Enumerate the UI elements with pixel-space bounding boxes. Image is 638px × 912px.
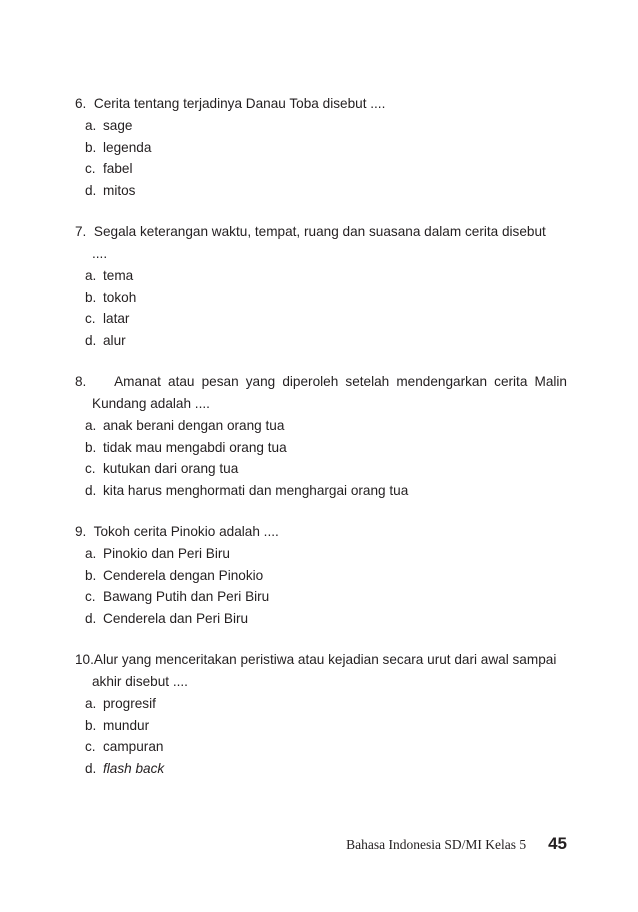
option-text: anak berani dengan orang tua [103, 418, 285, 433]
option-text: fabel [103, 161, 133, 176]
option-letter: c. [85, 739, 96, 754]
question-text [75, 371, 567, 415]
option-letter: c. [85, 589, 96, 604]
option-list [75, 265, 567, 351]
option-text: Pinokio dan Peri Biru [103, 546, 230, 561]
option-text: Bawang Putih dan Peri Biru [103, 589, 270, 604]
option-list [75, 543, 567, 629]
option-list [75, 693, 567, 779]
question-number: 8. [75, 374, 87, 389]
question-text [75, 93, 567, 115]
option-letter: a. [85, 546, 97, 561]
question-8 [75, 371, 567, 501]
option-d [85, 758, 567, 780]
option-letter: b. [85, 439, 97, 455]
page-footer [346, 834, 567, 854]
option-list [75, 415, 567, 501]
option-d [85, 608, 567, 630]
option-text: tema [103, 268, 134, 283]
option-letter: d. [85, 482, 97, 498]
option-text: alur [103, 332, 126, 348]
option-a [85, 415, 567, 437]
option-d [85, 180, 567, 202]
question-text [75, 221, 567, 265]
option-d [85, 480, 567, 502]
option-letter: c. [85, 461, 96, 476]
option-letter: a. [85, 696, 97, 711]
question-line: Amanat atau pesan yang diperoleh setelah mendengarkan cerita Malin [114, 374, 567, 389]
option-text: Cenderela dan Peri Biru [103, 610, 249, 626]
option-text: progresif [103, 696, 156, 711]
option-letter: d. [85, 760, 97, 776]
page-number: 45 [548, 834, 567, 853]
option-text: latar [103, 311, 130, 326]
option-letter: d. [85, 332, 97, 348]
option-text: tidak mau mengabdi orang tua [103, 439, 287, 455]
option-b [85, 437, 567, 459]
option-text: campuran [103, 739, 164, 754]
question-text [75, 649, 567, 693]
option-letter: a. [85, 418, 97, 433]
question-line: .... [92, 246, 108, 261]
option-text: mitos [103, 182, 136, 198]
option-letter: c. [85, 161, 96, 176]
option-c [85, 458, 567, 480]
option-text: tokoh [103, 289, 137, 305]
option-b [85, 287, 567, 309]
option-text: kutukan dari orang tua [103, 461, 239, 476]
option-text: flash back [103, 760, 165, 776]
question-number: 6. [75, 96, 87, 111]
option-text: legenda [103, 139, 152, 155]
option-a [85, 693, 567, 715]
option-letter: b. [85, 717, 97, 733]
question-7 [75, 221, 567, 351]
question-number: 9. [75, 524, 87, 539]
question-line: akhir disebut .... [92, 674, 188, 689]
option-letter: a. [85, 268, 97, 283]
option-b [85, 137, 567, 159]
option-list [75, 115, 567, 201]
question-6 [75, 93, 567, 201]
option-a [85, 115, 567, 137]
option-c [85, 308, 567, 330]
question-number: 7. [75, 224, 87, 239]
option-letter: d. [85, 182, 97, 198]
question-line: Tokoh cerita Pinokio adalah .... [93, 524, 279, 539]
option-a [85, 543, 567, 565]
option-d [85, 330, 567, 352]
option-text: kita harus menghormati dan menghargai orang tua [103, 482, 409, 498]
option-text: mundur [103, 717, 150, 733]
question-9 [75, 521, 567, 629]
option-c [85, 736, 567, 758]
question-line: Segala keterangan waktu, tempat, ruang dan suasana dalam cerita disebut [93, 224, 546, 239]
question-line: Alur yang menceritakan peristiwa atau kejadian secara urut dari awal sampai [93, 652, 557, 667]
question-number: 10. [75, 652, 94, 667]
option-letter: b. [85, 289, 97, 305]
book-title: Bahasa Indonesia SD/MI Kelas 5 [346, 837, 527, 852]
option-a [85, 265, 567, 287]
question-line: Kundang adalah .... [92, 396, 210, 411]
option-b [85, 565, 567, 587]
question-list [75, 93, 567, 799]
option-letter: d. [85, 610, 97, 626]
option-letter: b. [85, 567, 97, 583]
option-text: sage [103, 118, 133, 133]
option-letter: a. [85, 118, 97, 133]
question-10 [75, 649, 567, 779]
option-letter: b. [85, 139, 97, 155]
option-c [85, 586, 567, 608]
option-c [85, 158, 567, 180]
option-letter: c. [85, 311, 96, 326]
option-b [85, 715, 567, 737]
question-line: Cerita tentang terjadinya Danau Toba disebut .... [93, 96, 386, 111]
question-text [75, 521, 567, 543]
option-text: Cenderela dengan Pinokio [103, 567, 264, 583]
